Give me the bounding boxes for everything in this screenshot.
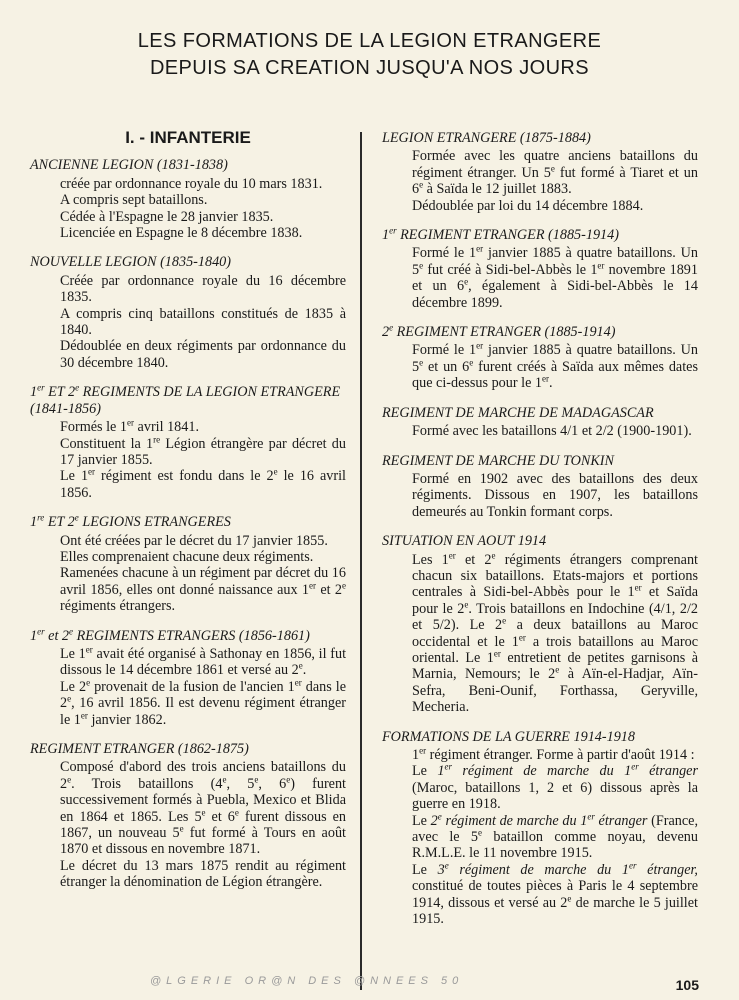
paragraph: Elles comprenaient chacune deux régiments. bbox=[60, 548, 314, 565]
paragraph: Le 1er régiment est fondu dans le 2e le 16 avril 1856. bbox=[60, 466, 346, 501]
paragraph: Formée avec les quatre anciens bataillons du régiment étranger. Un 5e fut formé à Tiaret et un 6e à Saïda le 12 juillet 1883. bbox=[412, 148, 698, 198]
paragraph: Le 2e régiment de marche du 1er étranger (France, avec le 5e bataillon comme noyau, devenu R.M.L.E. le 11 novembre 1915. bbox=[412, 810, 698, 862]
paragraph: Le 1er avait été organisé à Sathonay en 1856, il fut dissous le 14 décembre 1861 et versé au 2e. bbox=[60, 644, 347, 679]
paragraph: Cédée à l'Espagne le 28 janvier 1835. bbox=[60, 208, 274, 225]
section-legions-etrangeres bbox=[30, 514, 346, 614]
paragraph: Formé en 1902 avec des bataillons des deux régiments. Dissous en 1907, les bataillons demeurés au Tonkin formant corps. bbox=[412, 470, 698, 520]
section-heading: NOUVELLE LEGION (1835-1840) bbox=[30, 254, 231, 271]
section-heading: 2e REGIMENT ETRANGER (1885-1914) bbox=[382, 322, 616, 341]
section-heading: LEGION ETRANGERE (1875-1884) bbox=[382, 130, 591, 146]
paragraph: Ramenées chacune à un régiment par décret du 16 avril 1856, elles ont donné naissance aux 1er et 2e régiments étrangers. bbox=[60, 565, 346, 615]
paragraph: Le 1er régiment de marche du 1er étranger (Maroc, bataillons 1, 2 et 6) dissous après la guerre en 1918. bbox=[412, 761, 698, 813]
section-regiments-legion bbox=[30, 384, 346, 501]
title-line-1: LES FORMATIONS DE LA LEGION ETRANGERE bbox=[137, 30, 602, 52]
part-title: I. - INFANTERIE bbox=[125, 128, 251, 147]
paragraph: Dédoublée par loi du 14 décembre 1884. bbox=[412, 197, 644, 214]
paragraph: A compris cinq bataillons constitués de 1835 à 1840. bbox=[60, 305, 346, 339]
section-aout-1914 bbox=[382, 533, 698, 715]
paragraph: 1er régiment étranger. Forme à partir d'août 1914 : bbox=[412, 745, 695, 763]
section-madagascar bbox=[382, 405, 698, 440]
paragraph: Les 1er et 2e régiments étrangers comprenant chacun six bataillons. Etats-majors et portions centrales à Sidi-bel-Abbès pour le 1er et Saïda pour le 2e. Trois bataillons en Indochine (4/1, 2/2 et 5/2). Le 2e a deux bataillons au Maroc occidental et le 1er a trois bataillons au Maroc oriental. Le 1er entretient de petites garnisons à Marnia, Nemours; le 2e à Aïn-el-Hadjar, Aïn-Sefra, Beni-Ounif, Forthassa, Geryville, Mecheria. bbox=[412, 549, 698, 716]
page-title bbox=[0, 28, 739, 82]
section-heading: 1er et 2e REGIMENTS ETRANGERS (1856-1861) bbox=[30, 625, 310, 644]
page-number: 105 bbox=[675, 977, 699, 993]
section-heading: FORMATIONS DE LA GUERRE 1914-1918 bbox=[382, 728, 635, 745]
section-heading: 1er ET 2e REGIMENTS DE LA LEGION ETRANGERE (1841-1856) bbox=[30, 382, 341, 417]
left-column bbox=[30, 128, 346, 904]
paragraph: Licenciée en Espagne le 8 décembre 1838. bbox=[60, 225, 303, 242]
section-ancienne-legion bbox=[30, 157, 346, 241]
right-column bbox=[382, 130, 698, 940]
paragraph: Formés le 1er avril 1841. bbox=[60, 417, 200, 436]
paragraph: Le 2e provenait de la fusion de l'ancien 1er dans le 2e, 16 avril 1856. Il est devenu régiment étranger le 1er janvier 1862. bbox=[60, 677, 346, 728]
section-regiments-etrangers bbox=[30, 625, 347, 728]
section-nouvelle-legion bbox=[30, 254, 346, 371]
section-legion-1875 bbox=[382, 130, 698, 214]
paragraph: Le décret du 13 mars 1875 rendit au régiment étranger la dénomination de Légion étrangère. bbox=[60, 857, 346, 891]
section-heading: REGIMENT DE MARCHE DE MADAGASCAR bbox=[382, 404, 654, 421]
section-heading: ANCIENNE LEGION (1831-1838) bbox=[30, 157, 228, 174]
paragraph: Dédoublée en deux régiments par ordonnance du 30 décembre 1840. bbox=[60, 338, 346, 371]
section-1er-regiment bbox=[382, 227, 698, 311]
column-divider bbox=[360, 132, 362, 990]
paragraph: Formé le 1er janvier 1885 à quatre bataillons. Un 5e et un 6e furent créés à Saïda aux mêmes dates que ci-dessus pour le 1er. bbox=[412, 340, 698, 392]
section-heading: SITUATION EN AOUT 1914 bbox=[382, 533, 547, 550]
paragraph: Constituent la 1re Légion étrangère par décret du 17 janvier 1855. bbox=[60, 433, 346, 468]
paragraph: créée par ordonnance royale du 10 mars 1831. bbox=[60, 175, 323, 192]
section-regiment-etranger bbox=[30, 741, 346, 891]
section-heading: REGIMENT ETRANGER (1862-1875) bbox=[30, 741, 249, 757]
section-2e-regiment bbox=[382, 324, 698, 392]
watermark-footer: @LGERIE OR@N DES @NNEES 50 bbox=[150, 975, 464, 987]
section-heading: 1re ET 2e LEGIONS ETRANGERES bbox=[30, 512, 231, 531]
paragraph: Ont été créées par le décret du 17 janvier 1855. bbox=[60, 532, 328, 549]
section-tonkin bbox=[382, 453, 698, 521]
title-line-2: DEPUIS SA CREATION JUSQU'A NOS JOURS bbox=[149, 57, 590, 79]
paragraph: Composé d'abord des trois anciens bataillons du 2e. Trois bataillons (4e, 5e, 6e) furent successivement formés à Puebla, Mexico et Blida en 1864 et 1865. Les 5e et 6e furent dissous en 1867, un nouveau 5e fut formé à Tours en août 1870 et dissous en novembre 1871. bbox=[60, 759, 347, 858]
section-guerre-1914-1918 bbox=[382, 729, 698, 928]
section-heading: REGIMENT DE MARCHE DU TONKIN bbox=[382, 452, 614, 469]
paragraph: Le 3e régiment de marche du 1er étranger, constitué de toutes pièces à Paris le 4 septembre 1914, dissous et versé au 2e de marche le 5 juillet 1915. bbox=[412, 860, 698, 928]
paragraph: Formé le 1er janvier 1885 à quatre bataillons. Un 5e fut créé à Sidi-bel-Abbès le 1er novembre 1891 et un 6e, également à Sidi-bel-Abbès le 14 décembre 1899. bbox=[412, 243, 698, 311]
paragraph: Formé avec les bataillons 4/1 et 2/2 (1900-1901). bbox=[412, 423, 692, 440]
paragraph: Créée par ordonnance royale du 16 décembre 1835. bbox=[60, 272, 346, 306]
section-heading: 1er REGIMENT ETRANGER (1885-1914) bbox=[382, 225, 619, 244]
paragraph: A compris sept bataillons. bbox=[60, 192, 208, 209]
